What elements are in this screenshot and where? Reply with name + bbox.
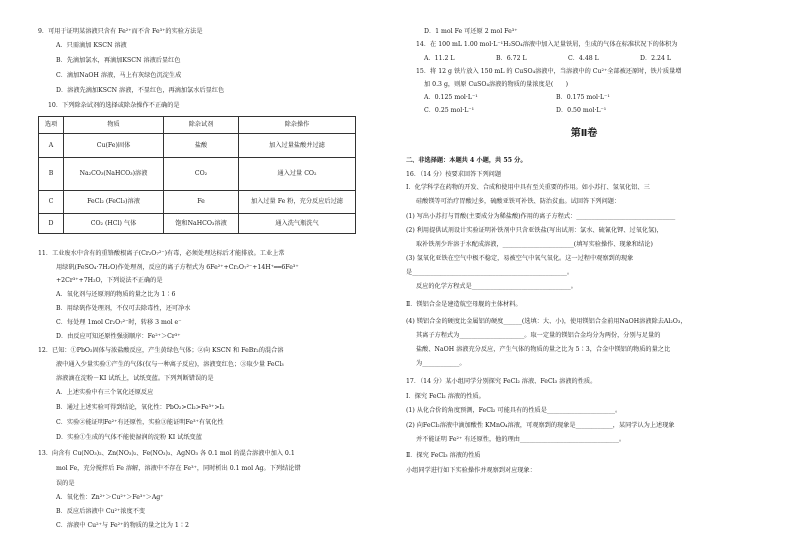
q16-sub3: (3) 氢氧化亚铁在空气中极不稳定，易被空气中氧气氧化。这一过程中观察到的现象: [406, 255, 634, 262]
q16-sub4-cont: 其离子方程式为_____________________。取一定量的镁铝合金均分为两份，分别与足量的: [416, 332, 661, 339]
q16-sub3-equation: 反应的化学方程式是________________________________。: [416, 283, 577, 290]
table-cell: FeCl₂ (FeCl₃)溶液: [64, 191, 164, 214]
q16-sub2: (2) 利用提供试剂设计实验证明补铁剂中只含亚铁盐(写出试剂：氯水、硫氰化钾、过氧化氢)，: [406, 227, 663, 234]
q13-option-c: C．溶液中 Cu²⁺与 Fe²⁺的物质的量之比为 1∶2: [56, 522, 189, 529]
table-cell: 加入过量盐酸并过滤: [239, 134, 356, 158]
q9-option-c: C．滴加NaOH 溶液，马上有灰绿色沉淀生成: [56, 72, 182, 79]
q16-sub4-cont: 为____________。: [416, 360, 466, 367]
table-row: [39, 191, 356, 214]
q13-line: mol Fe，充分搅拌后 Fe 溶解，溶液中不存在 Fe³⁺，同时析出 0.1 mol Ag。下列结论错: [56, 465, 301, 472]
q17-sub2: (2) 向FeCl₂溶液中滴加酸性 KMnO₄溶液，可观察到的现象是____________，某同学认为上述现象: [406, 422, 675, 429]
q13-option-a: A．氧化性：Zn²⁺＞Cu²⁺＞Fe³⁺＞Ag⁺: [56, 494, 164, 501]
table-row: [39, 134, 356, 158]
q11-line: 用绿矾(FeSO₄·7H₂O)作处理剂，反应的离子方程式为 6Fe²⁺+Cr₂O₇²⁻+14H⁺══6Fe³⁺: [56, 264, 299, 271]
table-cell: B: [39, 158, 64, 191]
q11-line: +2Cr³⁺+7H₂O，下列说法不正确的是: [56, 277, 163, 284]
q11-option-d: D．由反应可知还原性强弱顺序：Fe²⁺＞Cr³⁺: [56, 333, 181, 340]
table-cell: 通入洗气瓶洗气: [239, 214, 356, 234]
q14-stem: 14．在 100 mL 1.00 mol·L⁻¹H₂SO₄溶液中加入足量铁屑，生成的气体在标准状况下的体积为: [416, 41, 678, 48]
table-header: 物质: [64, 117, 164, 134]
q15-option-c: C．0.25 mol·L⁻¹: [424, 107, 475, 114]
q9-stem: 9．可用于证明某溶液只含有 Fe²⁺而不含 Fe³⁺的实验方法是: [38, 28, 203, 35]
q13-option-d: D．1 mol Fe 可还原 2 mol Fe³⁺: [424, 28, 518, 35]
table-row: [39, 214, 356, 234]
q17-part1: Ⅰ．探究 FeCl₂ 溶液的性质。: [406, 393, 485, 400]
q11-line: 11．工业废水中含有的重铬酸根离子(Cr₂O₇²⁻)有毒，必须处理达标后才能排放。工业上常: [38, 250, 285, 257]
q12-option-a: A．上述实验中有三个氧化还原反应: [56, 389, 154, 396]
q16-sub1: (1) 写出小苏打与胃酸(主要成分为稀盐酸)作用的离子方程式：________________________________: [406, 213, 676, 220]
table-row: [39, 158, 356, 191]
q16-paragraph: 硅酸镁等可治疗胃酸过多，硫酸亚铁可补铁、防治贫血。试回答下列问题：: [416, 198, 621, 205]
q16-sub2-cont: 取补铁剂少许溶于水配成溶液，_______________________(填写实验操作、现象和结论): [416, 241, 653, 248]
q12-option-d: D．实验①生成的气体不能使湿润的淀粉 KI 试纸变蓝: [56, 434, 202, 441]
q17-sub2-cont: 并不能证明 Fe²⁺ 有还原性，他的理由________________________________。: [416, 436, 626, 443]
q12-option-c: C．实验②能证明Fe²⁺有还原性，实验③能证明Fe³⁺有氧化性: [56, 419, 224, 426]
table-cell: Cu(Fe)固体: [64, 134, 164, 158]
part-two-title: 第Ⅱ卷: [570, 128, 598, 139]
q13-line: 13．向含有 Cu(NO₃)₂、Zn(NO₃)₂、Fe(NO₃)₃、AgNO₃ 各 0.1 mol 的混合溶液中加入 0.1: [38, 450, 295, 457]
section-heading: 二、非选择题：本题共 4 小题，共 55 分。: [406, 157, 527, 164]
table-header: 除杂试剂: [164, 117, 239, 134]
q9-option-b: B．先滴加氯水，再滴加KSCN 溶液后显红色: [56, 57, 181, 64]
q11-option-a: A．氧化剂与还原剂的物质的量之比为 1∶6: [56, 291, 176, 298]
q12-line: 溶液滴在淀粉－KI 试纸上，试纸变蓝。下列判断错误的是: [56, 375, 214, 382]
q17-intro: 小组同学进行如下实验操作并观察到对应现象：: [406, 467, 536, 474]
q10-table: [38, 116, 356, 234]
table-cell: D: [39, 214, 64, 234]
right-column: [406, 0, 762, 560]
q15-option-d: D．0.50 mol·L⁻¹: [556, 107, 607, 114]
q13-option-b: B．反应后溶液中 Cu²⁺浓度不变: [56, 508, 146, 515]
q16-part2: Ⅱ．镁铝合金是建造航空母舰的主体材料。: [406, 301, 522, 308]
table-cell: A: [39, 134, 64, 158]
q12-option-b: B．通过上述实验可得到结论，氧化性：PbO₂>Cl₂>Fe³⁺>I₂: [56, 404, 225, 411]
q14-option-d: D．2.24 L: [640, 55, 672, 62]
q16-paragraph: Ⅰ．化学科学在药物的开发、合成和使用中具有至关重要的作用。如小苏打、氢氧化铝、三: [406, 184, 650, 191]
q14-option-c: C．4.48 L: [568, 55, 599, 62]
table-header: 选项: [39, 117, 64, 134]
left-column: [38, 0, 368, 560]
q15-line: 15．将 12 g 铁片放入 150 mL 的 CuSO₄溶液中，当溶液中的 Cu²⁺全部被还原时，铁片质量增: [416, 68, 682, 75]
q9-option-d: D．溶液先滴加KSCN 溶液，不显红色，再滴加氯水后显红色: [56, 87, 225, 94]
q15-line: 加 0.3 g，则原 CuSO₄溶液的物质的量浓度是( ): [424, 81, 569, 88]
table-cell: C: [39, 191, 64, 214]
q16-head: 16．（14 分）按要求回答下列问题: [406, 171, 502, 178]
q11-option-b: B．用绿矾作处理剂，不仅可去除毒性，还可净水: [56, 305, 191, 312]
q14-option-a: A．11.2 L: [424, 55, 455, 62]
table-cell: 通入过量 CO₂: [239, 158, 356, 191]
table-header: 除杂操作: [239, 117, 356, 134]
q12-line: 液中通入少量实验①产生的气体(仅与一种离子反应)，溶液变红色；③取少量 FeCl₃: [56, 361, 284, 368]
q16-sub4: (4) 镁铝合金的硬度比金属铝的硬度______(选填：大、小)，使用镁铝合金前用NaOH溶液除去Al₂O₃，: [406, 318, 687, 325]
q11-option-c: C．每处理 1mol Cr₂O₇²⁻时，转移 3 mol e⁻: [56, 319, 182, 326]
q17-head: 17．（14 分）某小组同学分别探究 FeCl₂ 溶液、FeCl₃ 溶液的性质。: [406, 378, 597, 385]
q15-option-b: B．0.175 mol·L⁻¹: [556, 94, 610, 101]
q14-option-b: B．6.72 L: [496, 55, 527, 62]
table-cell: CO₂ (HCl) 气体: [64, 214, 164, 234]
q17-sub1: (1) 从化合价的角度预测，FeCl₂ 可能具有的性质是______________________。: [406, 407, 622, 414]
q9-option-a: A．只需滴加 KSCN 溶液: [56, 42, 127, 49]
q10-stem: 10．下列除杂试剂的选择或除杂操作不正确的是: [48, 102, 180, 109]
table-cell: 盐酸: [164, 134, 239, 158]
q13-line: 误的是: [56, 480, 75, 487]
table-cell: CO₂: [164, 158, 239, 191]
table-cell: Na₂CO₃(NaHCO₃)溶液: [64, 158, 164, 191]
q17-part2: Ⅱ．探究 FeCl₃ 溶液的性质: [406, 452, 481, 459]
q12-line: 12．已知：①PbO₂固体与浓盐酸反应，产生黄绿色气体；②向 KSCN 和 FeBr₂的混合溶: [38, 347, 284, 354]
table-cell: 饱和NaHCO₃溶液: [164, 214, 239, 234]
table-cell: 加入过量 Fe 粉，充分反应后过滤: [239, 191, 356, 214]
q16-sub3-cont: 是__________________________________________________。: [406, 269, 574, 276]
q16-sub4-cont: 盐酸、NaOH 溶液充分反应，产生气体的物质的量之比为 5∶3，合金中镁铝的物质的量之比: [416, 346, 671, 353]
table-cell: Fe: [164, 191, 239, 214]
q15-option-a: A．0.125 mol·L⁻¹: [424, 94, 478, 101]
